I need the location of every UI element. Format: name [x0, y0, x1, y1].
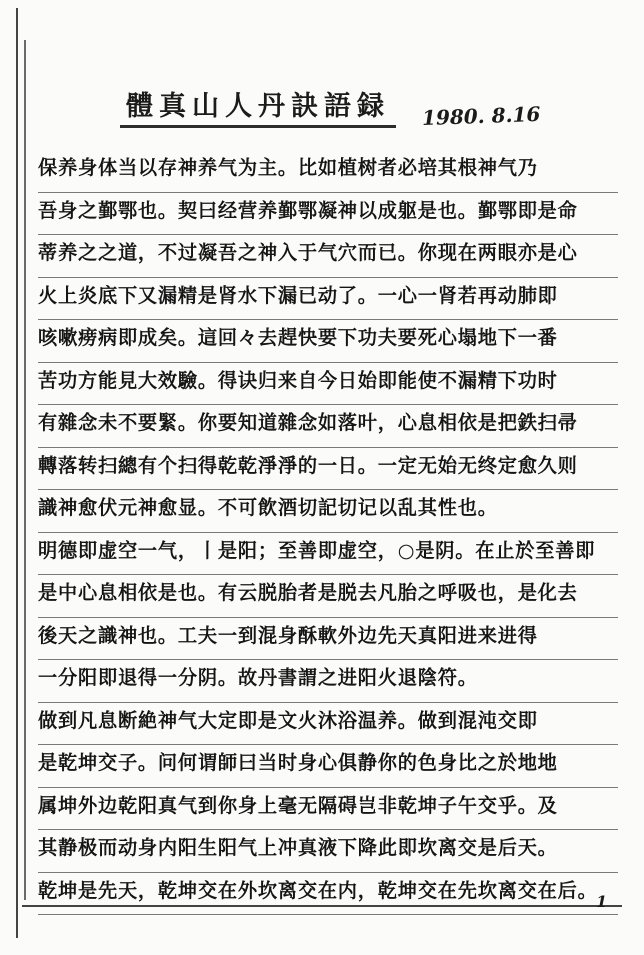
text-line: 蒂养之之道，不过凝吾之神入于气穴而已。你现在两眼亦是心 [38, 235, 618, 278]
text-line: 苦功方能見大效驗。得诀归来自今日始即能使不漏精下功时 [38, 363, 618, 406]
text-line: 做到凡息断絶神气大定即是文火沐浴温养。做到混沌交即 [38, 703, 618, 746]
text-line: 火上炎底下又漏精是肾水下漏已动了。一心一肾若再动肺即 [38, 278, 618, 321]
body-text [38, 150, 618, 915]
text-line: 明德即虚空一气，丨是阳；至善即虚空，○是阴。在止於至善即 [38, 533, 618, 576]
text-line: 識神愈伏元神愈显。不可飲酒切記切记以乱其性也。 [38, 490, 618, 533]
text-line: 一分阳即退得一分阴。故丹書謂之进阳火退陰符。 [38, 660, 618, 703]
page-number: 1 [596, 892, 608, 911]
text-line: 保养身体当以存神养气为主。比如植树者必培其根神气乃 [38, 150, 618, 193]
text-line: 是中心息相依是也。有云脱胎者是脱去凡胎之呼吸也，是化去 [38, 575, 618, 618]
text-line: 其静极而动身内阳生阳气上冲真液下降此即坎离交是后天。 [38, 830, 618, 873]
left-binding-margin [6, 8, 18, 938]
document-title: 體真山人丹訣語録 [120, 84, 396, 128]
document-date: 1980. 8.16 [421, 101, 541, 131]
text-line: 是乾坤交子。问何谓師曰当时身心俱静你的色身比之於地地 [38, 745, 618, 788]
text-line: 咳嗽痨病即成矣。這回々去趕快要下功夫要死心塌地下一番 [38, 320, 618, 363]
text-line: 轉落转扫總有个扫得乾乾淨淨的一日。一定无始无终定愈久则 [38, 448, 618, 491]
text-line: 有雜念未不要緊。你要知道雜念如落叶，心息相依是把鉄扫帚 [38, 405, 618, 448]
title-row [120, 82, 580, 131]
text-line: 属坤外边乾阳真气到你身上毫无隔碍岂非乾坤子午交乎。及 [38, 788, 618, 831]
margin-rule [24, 40, 26, 900]
text-line: 吾身之鄞鄂也。契曰经营养鄞鄂凝神以成躯是也。鄞鄂即是命 [38, 193, 618, 236]
text-line: 後天之識神也。工夫一到混身酥軟外边先天真阳进来进得 [38, 618, 618, 661]
bottom-rule [22, 905, 622, 907]
text-line: 乾坤是先天，乾坤交在外坎离交在内，乾坤交在先坎离交在后。 [38, 873, 618, 916]
